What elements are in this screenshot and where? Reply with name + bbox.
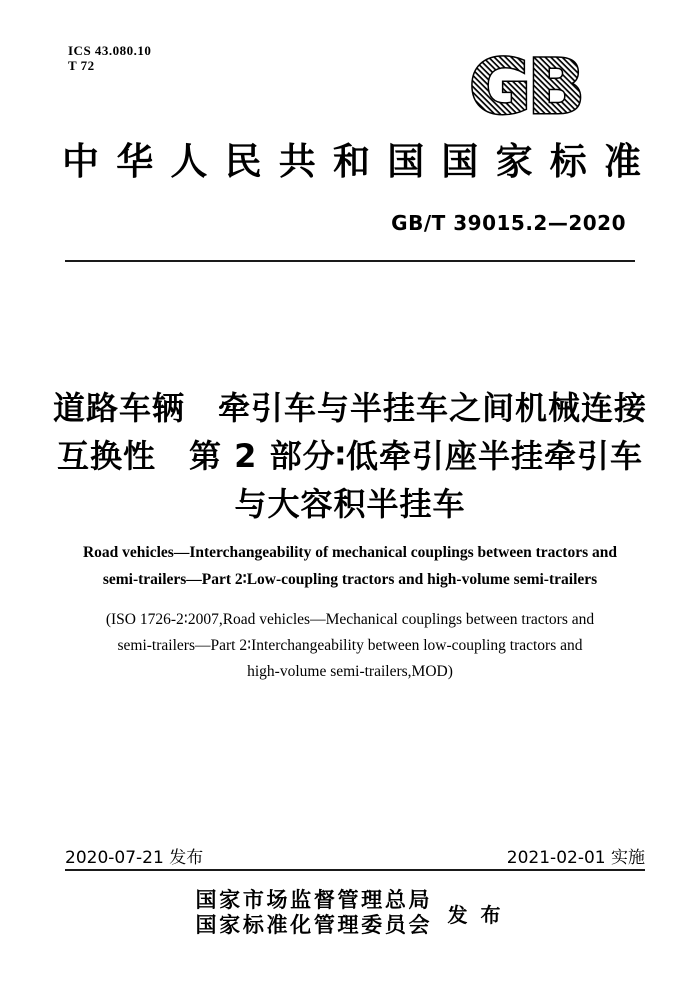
iso-adoption-note-line3: high-volume semi-trailers,MOD) xyxy=(247,663,453,680)
gb-logo xyxy=(456,46,594,126)
publisher-names xyxy=(196,888,430,938)
standard-number: GB/T 39015.2—2020 xyxy=(391,211,626,235)
national-standard-title: 中华人民共和国国家标准 xyxy=(62,142,641,183)
dates-row xyxy=(65,849,645,868)
ics-code: ICS 43.080.10 xyxy=(68,43,152,58)
gb-logo-text: GB xyxy=(468,46,582,126)
footer-divider-line xyxy=(65,869,645,871)
iso-adoption-note-line1: (ISO 1726-2∶2007,Road vehicles—Mechanical couplings between tractors and xyxy=(105,611,595,628)
publisher-block xyxy=(0,888,700,938)
issue-date: 2020-07-21 发布 xyxy=(65,848,204,868)
publisher-line2: 国家标准化管理委员会 xyxy=(195,913,430,937)
document-title-cn xyxy=(0,384,700,528)
document-title-cn-line3: 与大容积半挂车 xyxy=(234,485,466,523)
gb-logo-graphic xyxy=(456,46,594,126)
implementation-date: 2021-02-01 实施 xyxy=(506,848,645,868)
iso-adoption-note-line2: semi-trailers—Part 2∶Interchangeability between low-coupling tractors and xyxy=(117,637,583,654)
ics-classification-block xyxy=(68,43,151,73)
document-title-cn-line1: 道路车辆 牵引车与半挂车之间机械连接 xyxy=(52,389,647,427)
iso-adoption-note xyxy=(0,607,700,685)
release-label: 发 布 xyxy=(447,904,505,927)
document-title-cn-line2: 互换性 第 2 部分∶低牵引座半挂牵引车 xyxy=(57,437,643,475)
document-title-en-line2: semi-trailers—Part 2∶Low-coupling tractors and high-volume semi-trailers xyxy=(102,571,598,588)
publisher-line1: 国家市场监督管理总局 xyxy=(195,888,430,912)
document-title-en xyxy=(0,539,700,593)
category-code: T 72 xyxy=(68,58,95,73)
header-divider-line xyxy=(65,260,635,262)
document-title-en-line1: Road vehicles—Interchangeability of mechanical couplings between tractors and xyxy=(82,544,617,561)
